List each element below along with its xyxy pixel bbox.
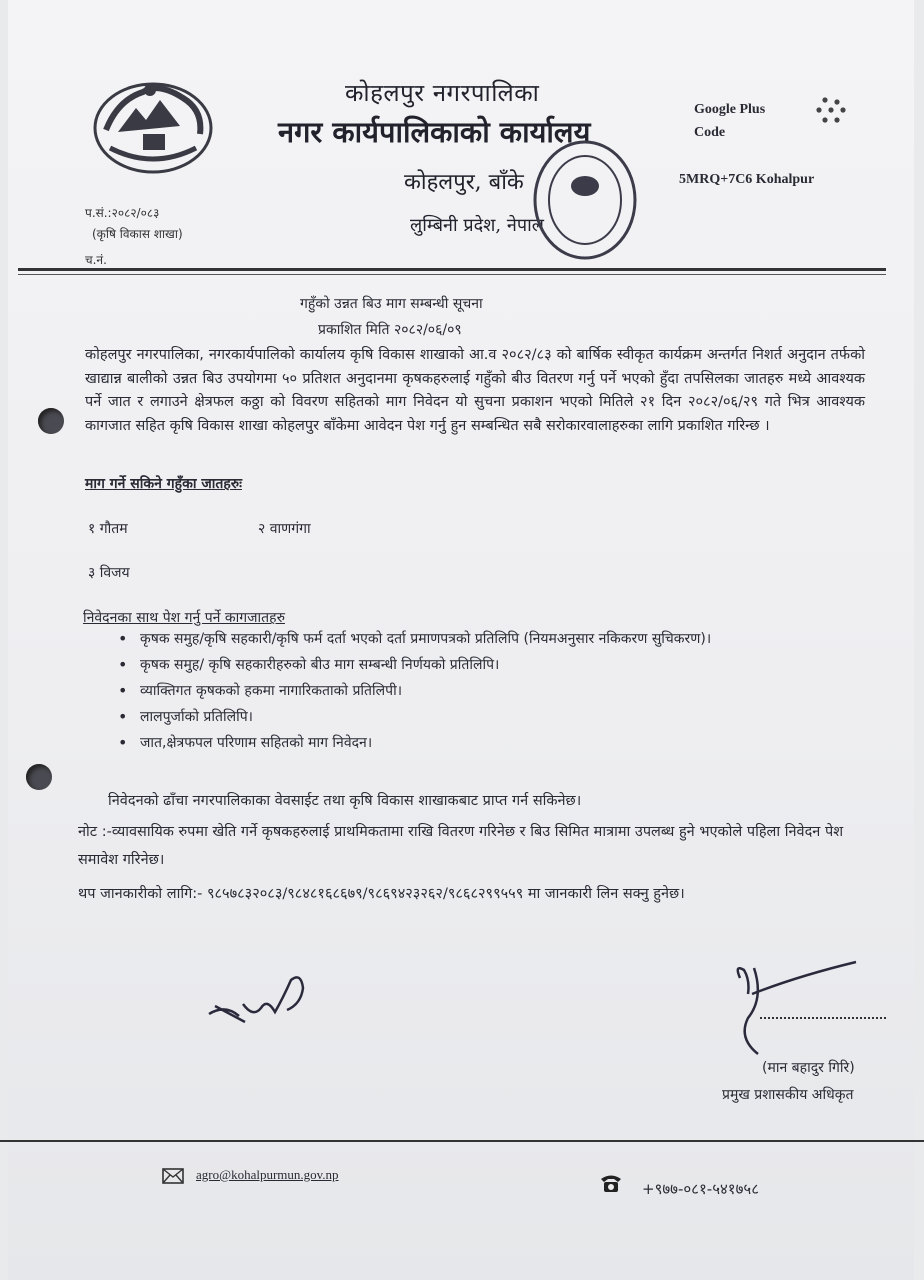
officer-name: (मान बहादुर गिरि) bbox=[762, 1060, 855, 1076]
office-name: नगर कार्यपालिकाको कार्यालय bbox=[278, 115, 591, 149]
format-note: निवेदनको ढाँचा नगरपालिकाका वेवसाईट तथा कृषि विकास शाखाकबाट प्राप्त गर्न सकिनेछ। bbox=[108, 793, 582, 809]
variety-item: १ गौतम bbox=[88, 521, 128, 537]
google-plus-code-label: Google Plus Code bbox=[694, 102, 766, 140]
punch-hole bbox=[26, 764, 52, 790]
officer-title: प्रमुख प्रशासकीय अधिकृत bbox=[722, 1087, 854, 1103]
office-province: लुम्बिनी प्रदेश, नेपाल bbox=[410, 215, 544, 236]
priority-note: नोट :-व्यावसायिक रुपमा खेति गर्ने कृषकहरुलाई प्राथमिकतामा राखि वितरण गरिनेछ र बिउ सिमित मात्रामा उपलब्ध हुने भएकोले पहिला निवेदन पेश समावेश गरिनेछ। bbox=[78, 824, 844, 868]
document-item: • कृषक समुह/ कृषि सहकारीहरुको बीउ माग सम्बन्धी निर्णयको प्रतिलिपि। bbox=[118, 654, 718, 676]
footer-email[interactable]: agro@kohalpurmun.gov.np bbox=[196, 1167, 339, 1182]
google-plus-code: 5MRQ+7C6 Kohalpur bbox=[679, 172, 815, 187]
envelope-icon bbox=[162, 1168, 184, 1184]
footer-phone[interactable]: +९७७-०८१-५४१७५८ bbox=[642, 1180, 759, 1198]
telephone-icon bbox=[599, 1172, 623, 1194]
documents-heading: निवेदनका साथ पेश गर्नु पर्ने कागजातहरु bbox=[83, 610, 285, 626]
nepal-emblem-icon bbox=[88, 70, 218, 180]
municipality-name: कोहलपुर नगरपालिका bbox=[345, 79, 540, 107]
plus-code-dots-icon bbox=[815, 96, 849, 126]
branch-name: (कृषि विकास शाखा) bbox=[92, 227, 183, 241]
signature-line bbox=[760, 1017, 886, 1019]
handwritten-initials bbox=[205, 968, 315, 1028]
variety-item: ३ विजय bbox=[88, 565, 130, 581]
variety-item: २ वाणगंगा bbox=[258, 521, 311, 537]
dispatch-number: च.नं. bbox=[85, 253, 107, 267]
office-stamp-icon bbox=[525, 136, 645, 266]
header-divider bbox=[18, 268, 886, 271]
documents-list bbox=[118, 628, 718, 758]
reference-number: प.सं.:२०८२/०८३ bbox=[85, 206, 160, 220]
contact-info: थप जानकारीको लागि:- ९८५७८३२०८३/९८४८१६८६७९/९८६९४२३२६२/९८६८२९९५५९ मा जानकारी लिन सक्नु हुनेछ। bbox=[78, 886, 685, 902]
notice-published-date: प्रकाशित मिति २०८२/०६/०९ bbox=[318, 322, 462, 338]
header-divider-thin bbox=[18, 274, 886, 275]
document-item: • जात,क्षेत्रफपल परिणाम सहितको माग निवेदन। bbox=[118, 732, 718, 754]
office-location: कोहलपुर, बाँके bbox=[404, 170, 524, 195]
officer-signature bbox=[728, 958, 868, 1068]
document-item: • व्याक्तिगत कृषकको हकमा नागारिकताको प्रतिलिपी। bbox=[118, 680, 718, 702]
varieties-heading: माग गर्ने सकिने गहुँका जातहरुः bbox=[85, 476, 242, 492]
footer-divider bbox=[0, 1140, 924, 1142]
document-item: • कृषक समुह/कृषि सहकारी/कृषि फर्म दर्ता भएको दर्ता प्रमाणपत्रको प्रतिलिपि (नियमअनुसार नकिकरण सुचिकरण)। bbox=[118, 628, 718, 650]
document-item: • लालपुर्जाको प्रतिलिपि। bbox=[118, 706, 718, 728]
notice-title: गहुँको उन्नत बिउ माग सम्बन्धी सूचना bbox=[300, 296, 483, 312]
notice-body: कोहलपुर नगरपालिका, नगरकार्यपालिको कार्यालय कृषि विकास शाखाको आ.व २०८२/८३ को बार्षिक स्वीकृत कार्यक्रम अन्तर्गत निशर्त अनुदान तर्फको खाद्यान्न बालीको उन्नत बिउ उपयोगमा ५० प्रतिशत अनुदानमा कृषकहरुलाई गहुँको बीउ वितरण गर्नु पर्ने भएको हुँदा तपसिलका जातहरु मध्ये आवश्यक पर्ने जात र लगाउने क्षेत्रफल कठ्ठा को विवरण सहितको माग निवेदन यो सुचना प्रकाशन भएको मितिले २१ दिन २०८२/०६/२९ गते भित्र आवश्यक कागजात सहित कृषि विकास शाखा कोहलपुर बाँकेमा आवेदन पेश गर्नु हुन सम्बन्धित सबै सरोकारवालाहरुका लागि प्रकाशित गरिन्छ । bbox=[85, 347, 865, 434]
punch-hole bbox=[38, 408, 64, 434]
